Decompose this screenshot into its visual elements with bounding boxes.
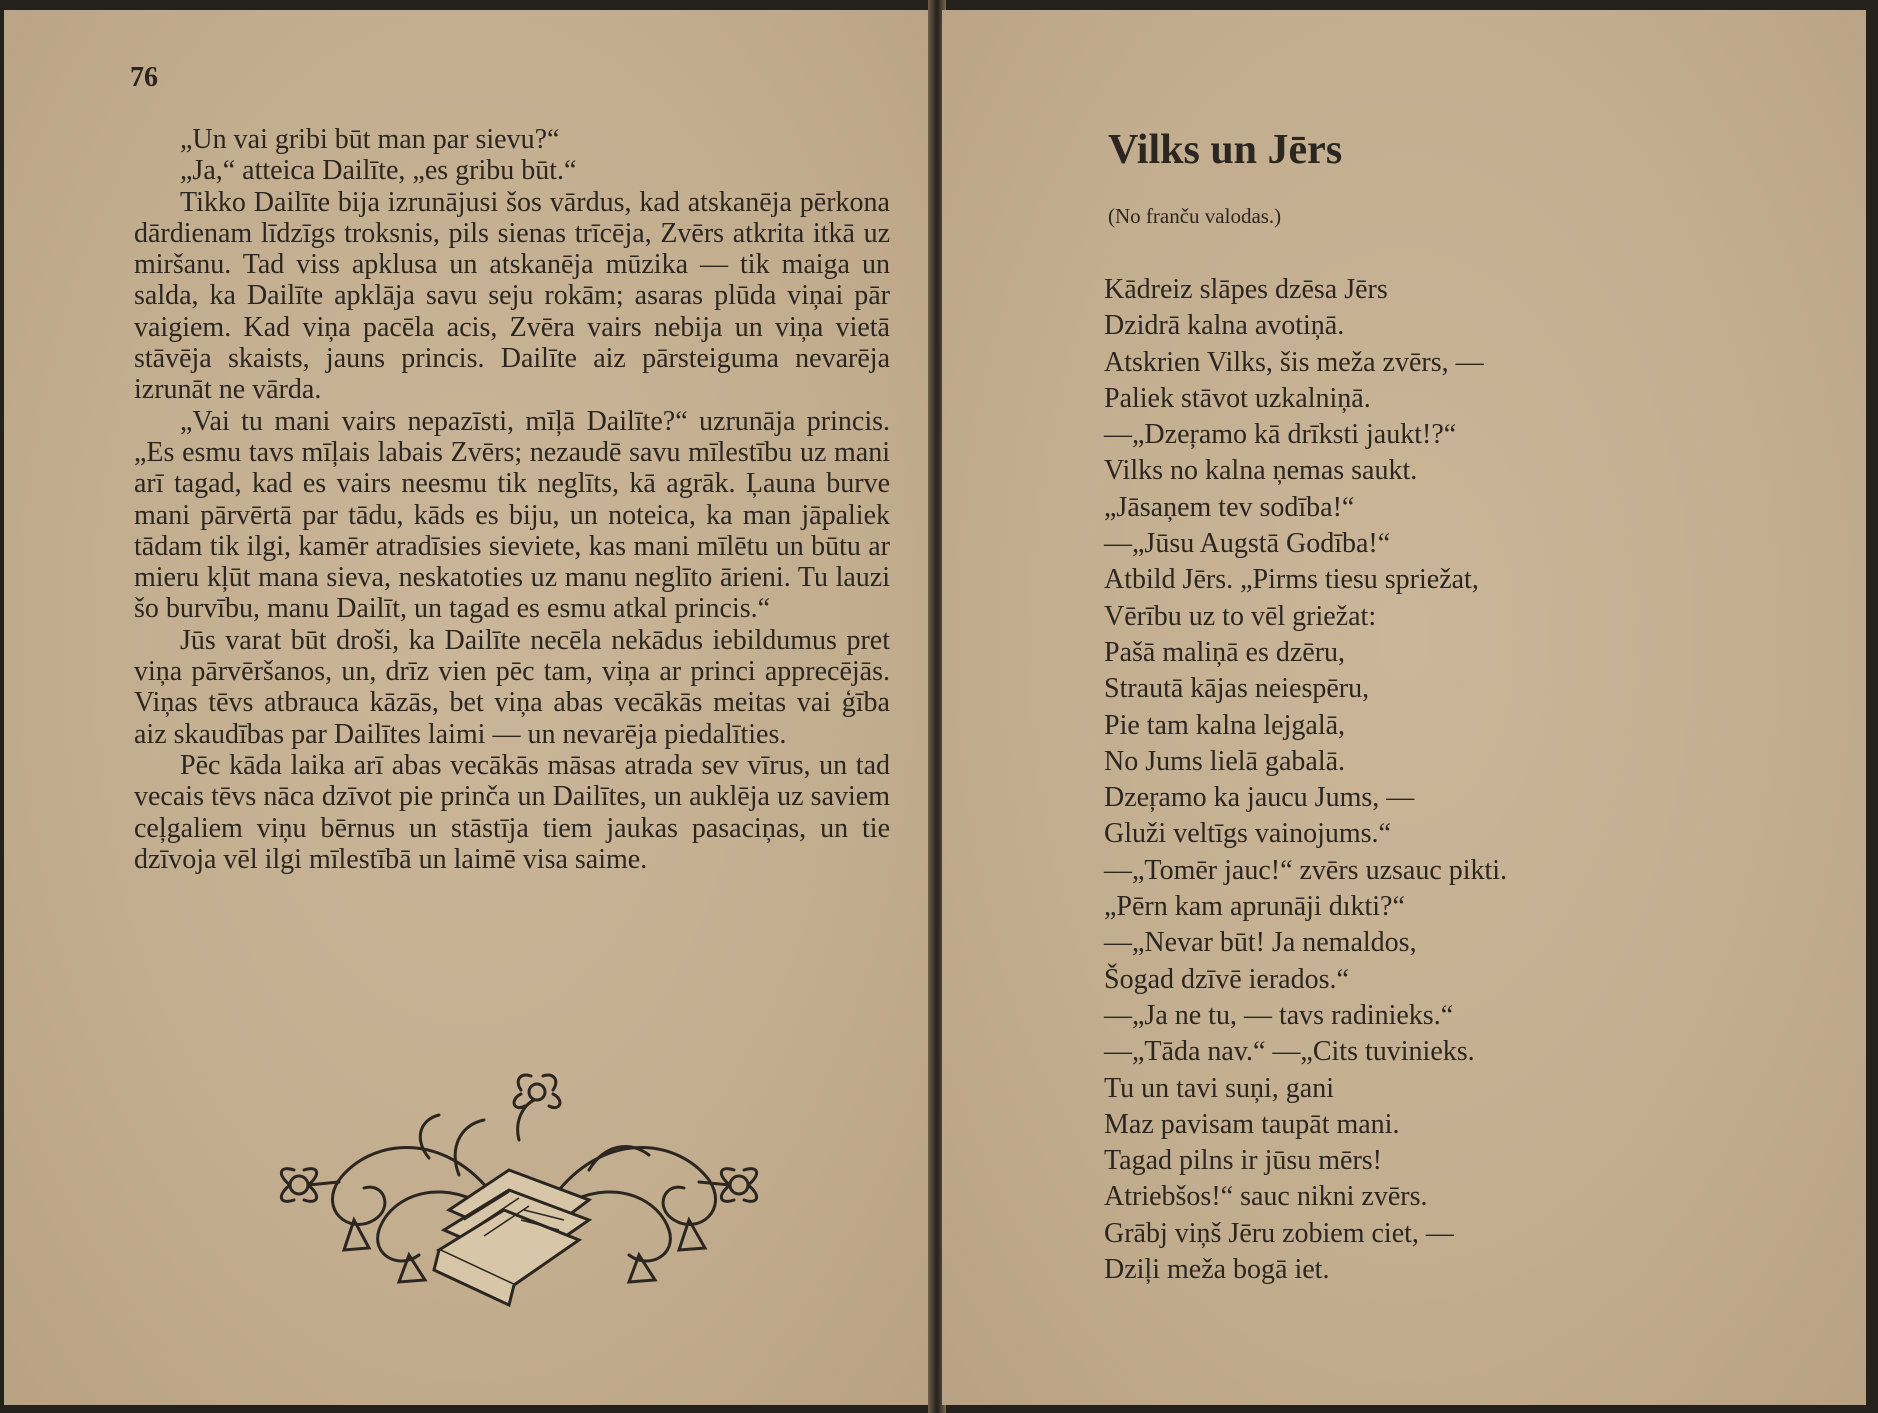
poem-line: Pašā maliņā es dzēru, (1104, 636, 1346, 668)
poem-line: Tu un tavi suņi, gani (1104, 1072, 1334, 1104)
poem-line: „Jāsaņem tev sodība!“ (1104, 491, 1355, 523)
poem-line: Dzidrā kalna avotiņā. (1104, 310, 1345, 342)
poem-line: —„Tāda nav.“ —„Cits tuvinieks. (1104, 1036, 1475, 1068)
book-scroll-ornament-icon (259, 1070, 779, 1320)
story-paragraph: „Un vai gribi būt man par sievu?“ (180, 124, 560, 155)
page-number: 76 (130, 62, 158, 93)
poem-line: Dzeŗamo ka jaucu Jums, — (1104, 782, 1415, 814)
poem-line: Paliek stāvot uzkalniņā. (1104, 382, 1371, 414)
poem-line: Atbild Jērs. „Pirms tiesu spriežat, (1104, 564, 1479, 596)
poem-line: Atriebšos!“ sauc nikni zvērs. (1104, 1181, 1428, 1213)
story-paragraph: „Vai tu mani vairs nepazīsti, mīļā Dailīte?“ uzrunāja princis. „Es esmu tavs mīļais labais Zvērs; nezaudē savu mīlestību uz mani arī tagad, kad es vairs neesmu tik neglīts, kā agrāk. Ļauna burve mani pārvērtā par tādu, kāds es biju, un noteica, ka man jāpaliek tādam tik ilgi, kamēr atradīsies sieviete, kas mani mīlētu un būtu ar mieru kļūt mana sieva, neskatoties uz manu neglīto ārieni. Tu lauzi šo burvību, manu Dailīt, un tagad es esmu atkal princis.“ (134, 405, 890, 625)
poem-text (1104, 272, 1824, 1288)
poem-line: No Jums lielā gabalā. (1104, 745, 1346, 777)
poem-line: —„Ja ne tu, — tavs radinieks.“ (1104, 999, 1454, 1031)
story-paragraph: Tikko Dailīte bija izrunājusi šos vārdus, kad atskanēja pērkona dārdienam līdzīgs troksnis, pils sienas trīcēja, Zvērs atkrita itkā uz miršanu. Tad viss apklusa un atskanēja mūzika — tik maiga un salda, ka Dailīte apklāja savu seju rokām; asaras plūda viņai pār vaigiem. Kad viņa pacēla acis, Zvēra vairs nebija un viņa vietā stāvēja skaists, jauns princis. Dailīte aiz pārsteiguma nevarēja izrunāt ne vārda. (134, 186, 890, 406)
poem-line: Šogad dzīvē ierados.“ (1104, 963, 1349, 995)
story-paragraph: Pēc kāda laika arī abas vecākās māsas atrada sev vīrus, un tad vecais tēvs nāca dzīvot pie prinča un Dailītes, un auklēja uz saviem ceļgaliem viņu bērnus un stāstīja tiem jaukas pasaciņas, un tie dzīvoja vēl ilgi mīlestībā un laimē visa saime. (134, 749, 890, 875)
poem-line: Vērību uz to vēl griežat: (1104, 600, 1377, 632)
poem-line: Strautā kājas neiespēru, (1104, 673, 1370, 705)
poem-line: —„Jūsu Augstā Godība!“ (1104, 528, 1391, 560)
poem-line: Grābj viņš Jēru zobiem ciet, — (1104, 1217, 1454, 1249)
poem-line: Gluži veltīgs vainojums.“ (1104, 818, 1391, 850)
poem-line: —„Tomēr jauc!“ zvērs uzsauc pikti. (1104, 854, 1508, 886)
poem-line: —„Nevar būt! Ja nemaldos, (1104, 927, 1417, 959)
poem-line: Pie tam kalna lejgalā, (1104, 709, 1346, 741)
story-paragraph: Jūs varat būt droši, ka Dailīte necēla nekādus iebildumus pret viņa pārvēršanos, un, drīz vien pēc tam, viņa ar princi apprecējās. Viņas tēvs atbrauca kāzās, bet viņa abas vecākās meitas vai ģība aiz skaudības par Dailītes laimi — un nevarēja piedalīties. (134, 624, 890, 750)
poem-line: Tagad pilns ir jūsu mērs! (1104, 1145, 1382, 1177)
left-page (4, 10, 934, 1405)
poem-line: „Pērn kam aprunāji dıkti?“ (1104, 891, 1405, 923)
poem-title: Vilks un Jērs (1108, 127, 1343, 173)
poem-line: Kādreiz slāpes dzēsa Jērs (1104, 274, 1388, 305)
poem-subtitle: (No franču valodas.) (1108, 204, 1282, 228)
poem-line: Vilks no kalna ņemas saukt. (1104, 455, 1418, 487)
poem-line: Dziļi meža bogā iet. (1104, 1254, 1330, 1286)
right-page (942, 10, 1866, 1405)
poem-line: Atskrien Vilks, šis meža zvērs, — (1104, 346, 1484, 378)
poem-line: Maz pavisam taupāt mani. (1104, 1108, 1400, 1140)
story-text (134, 124, 890, 875)
story-paragraph: „Ja,“ atteica Dailīte, „es gribu būt.“ (180, 155, 577, 187)
poem-line: —„Dzeŗamo kā drīksti jaukt!?“ (1104, 419, 1457, 451)
